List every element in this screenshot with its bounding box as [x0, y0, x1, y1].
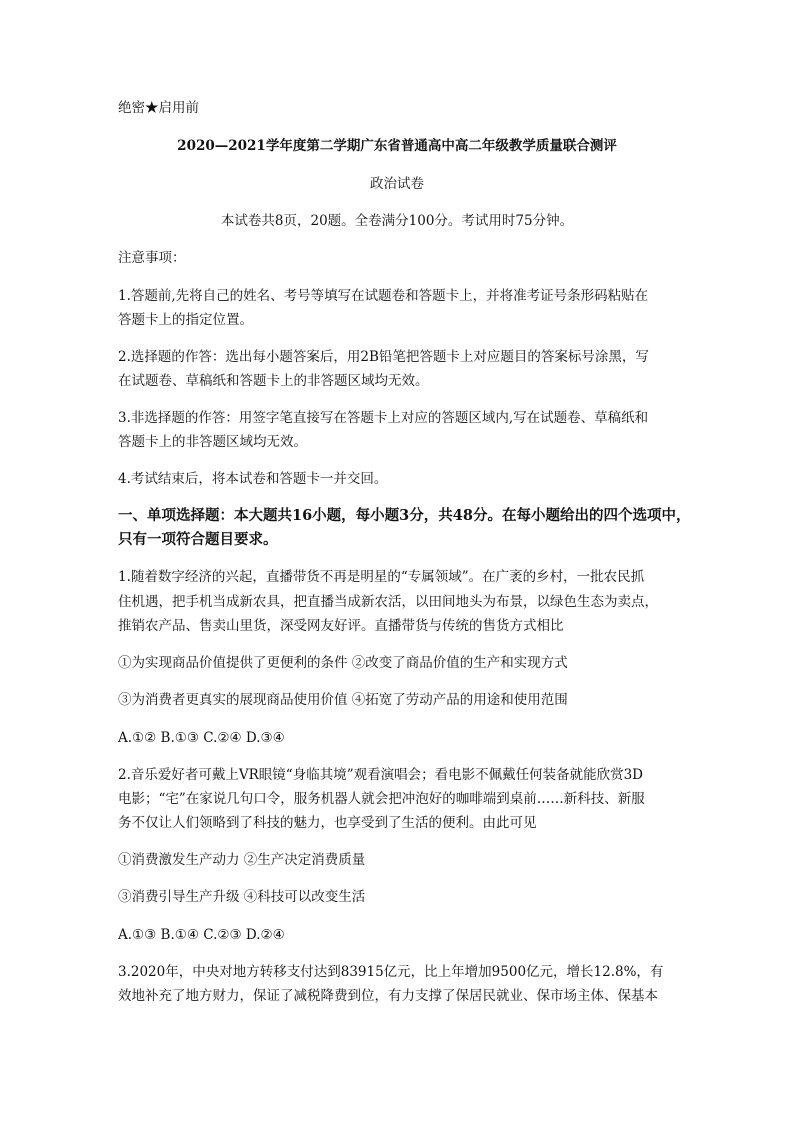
- q1-statements-line-2: ③为消费者更真实的展现商品使用价值 ④拓宽了劳动产品的用途和使用范围: [118, 692, 568, 708]
- q1-stem-line-1: 1.随着数字经济的兴起，直播带货不再是明星的“专属领域”。在广袤的乡村，一批农民抓: [118, 569, 645, 585]
- subject-title: 政治试卷: [370, 176, 424, 192]
- notice-item-2-line-2: 在试题卷、草稿纸和答题卡上的非答题区域均无效。: [118, 373, 429, 389]
- section-1-heading-line-2: 只有一项符合题目要求。: [118, 531, 278, 548]
- q1-options: A.①② B.①③ C.②④ D.③④: [118, 730, 285, 746]
- q3-stem-line-1: 3.2020年，中央对地方转移支付达到83915亿元，比上年增加9500亿元，增长12.8%，有: [118, 964, 664, 980]
- notice-item-3-line-2: 答题卡上的非答题区域均无效。: [118, 434, 307, 450]
- notice-item-1-line-1: 1.答题前,先将自己的姓名、考号等填写在试题卷和答题卡上，并将准考证号条形码粘贴在: [118, 288, 649, 304]
- q3-stem-line-2: 效地补充了地方财力，保证了减税降费到位，有力支撑了保居民就业、保市场主体、保基本: [118, 988, 658, 1004]
- confidential-mark: 绝密★启用前: [118, 100, 199, 116]
- notice-heading: 注意事项：: [118, 250, 186, 266]
- q2-stem-line-2: 电影；“宅”在家说几句口令，服务机器人就会把冲泡好的咖啡端到桌前……新科技、新服: [118, 791, 645, 807]
- notice-item-3-line-1: 3.非选择题的作答：用签字笔直接写在答题卡上对应的答题区域内,写在试题卷、草稿纸和: [118, 410, 649, 426]
- notice-item-2-line-1: 2.选择题的作答：选出每小题答案后，用2B铅笔把答题卡上对应题目的答案标号涂黑，写: [118, 349, 649, 365]
- notice-item-1-line-2: 答题卡上的指定位置。: [118, 312, 253, 328]
- q2-stem-line-3: 务不仅让人们领略到了科技的魅力，也享受到了生活的便利。由此可见: [118, 815, 537, 831]
- q1-stem-line-2: 住机遇，把手机当成新农具，把直播当成新农活，以田间地头为布景，以绿色生态为卖点，: [118, 594, 658, 610]
- q2-stem-line-1: 2.音乐爱好者可戴上VR眼镜“身临其境”观看演唱会；看电影不佩戴任何装备就能欣赏3D: [118, 767, 644, 783]
- q2-statements-line-2: ③消费引导生产升级 ④科技可以改变生活: [118, 889, 366, 905]
- section-1-heading-line-1: 一、单项选择题：本大题共16小题，每小题3分，共48分。在每小题给出的四个选项中，: [118, 507, 691, 524]
- q1-statements-line-1: ①为实现商品价值提供了更便利的条件 ②改变了商品价值的生产和实现方式: [118, 655, 568, 671]
- notice-item-4: 4.考试结束后，将本试卷和答题卡一并交回。: [118, 471, 388, 487]
- q2-statements-line-1: ①消费激发生产动力 ②生产决定消费质量: [118, 852, 366, 868]
- q2-options: A.①③ B.①④ C.②③ D.②④: [118, 927, 285, 943]
- exam-title: 2020—2021学年度第二学期广东省普通高中高二年级教学质量联合测评: [177, 138, 617, 154]
- exam-info: 本试卷共8页，20题。全卷满分100分。考试用时75分钟。: [220, 213, 574, 229]
- q1-stem-line-3: 推销农产品、售卖山里货，深受网友好评。直播带货与传统的售货方式相比: [118, 618, 564, 634]
